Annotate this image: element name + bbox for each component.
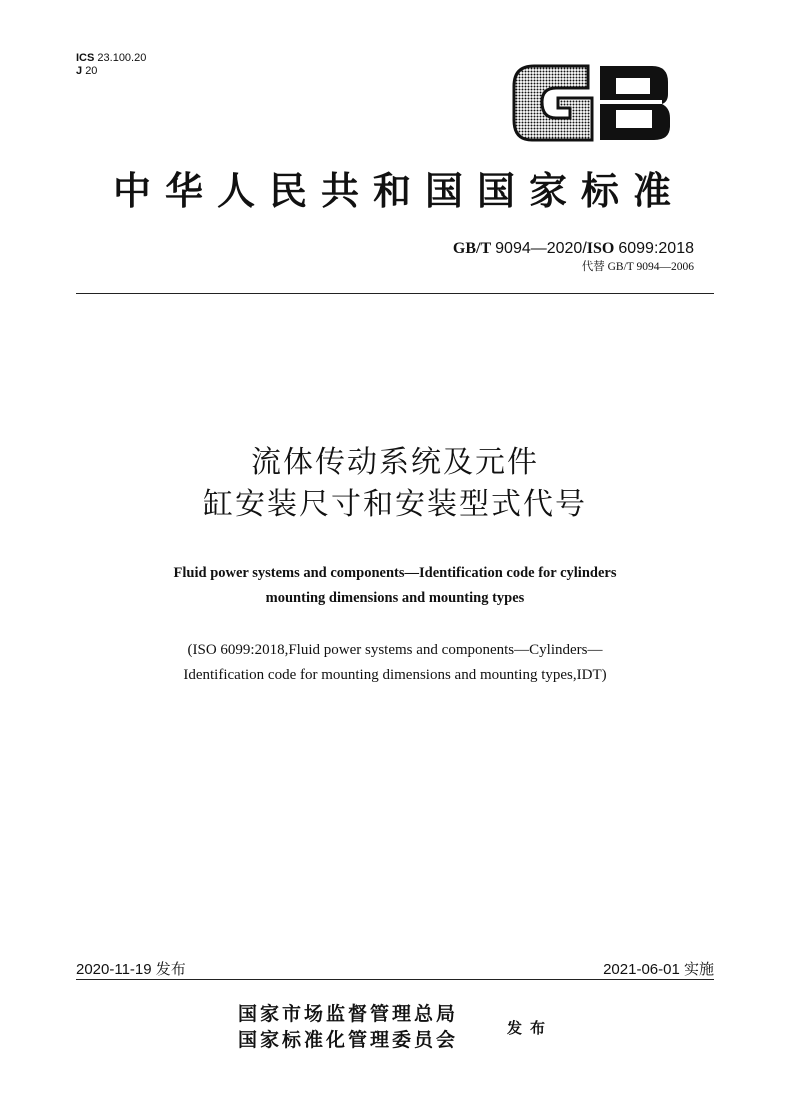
standard-number: GB/T 9094—2020/ISO 6099:2018 [452, 240, 694, 257]
iso-reference-line1: (ISO 6099:2018,Fluid power systems and components—Cylinders— [187, 642, 603, 658]
title-cn-line2: 缸安装尺寸和安装型式代号 [203, 488, 587, 521]
footer-divider [76, 979, 714, 980]
standard-category-title: 中华人民共和国国家标准 [112, 171, 685, 213]
publish-label: 发布 [507, 1021, 554, 1037]
replaces-standard: 代替 GB/T 9094—2006 [581, 261, 694, 273]
issuing-authorities [238, 1002, 458, 1054]
classification-codes [76, 52, 146, 78]
title-en-line1: Fluid power systems and components—Identification code for cylinders [173, 565, 617, 581]
ics-code-line: ICS 23.100.20 [76, 52, 147, 64]
issue-date: 2020-11-19 发布 [76, 961, 186, 978]
issuer-line1: 国家市场监督管理总局 [238, 1004, 459, 1025]
gb-logo [512, 64, 672, 142]
ccs-code-line: J 20 [76, 65, 98, 77]
title-cn-line1: 流体传动系统及元件 [251, 446, 539, 479]
title-en-line2: mounting dimensions and mounting types [265, 590, 525, 606]
iso-reference-line2: Identification code for mounting dimensions and mounting types,IDT) [183, 667, 607, 683]
implementation-date: 2021-06-01 实施 [603, 961, 714, 978]
issuer-line2: 国家标准化管理委员会 [238, 1030, 459, 1051]
header-divider [76, 293, 714, 294]
